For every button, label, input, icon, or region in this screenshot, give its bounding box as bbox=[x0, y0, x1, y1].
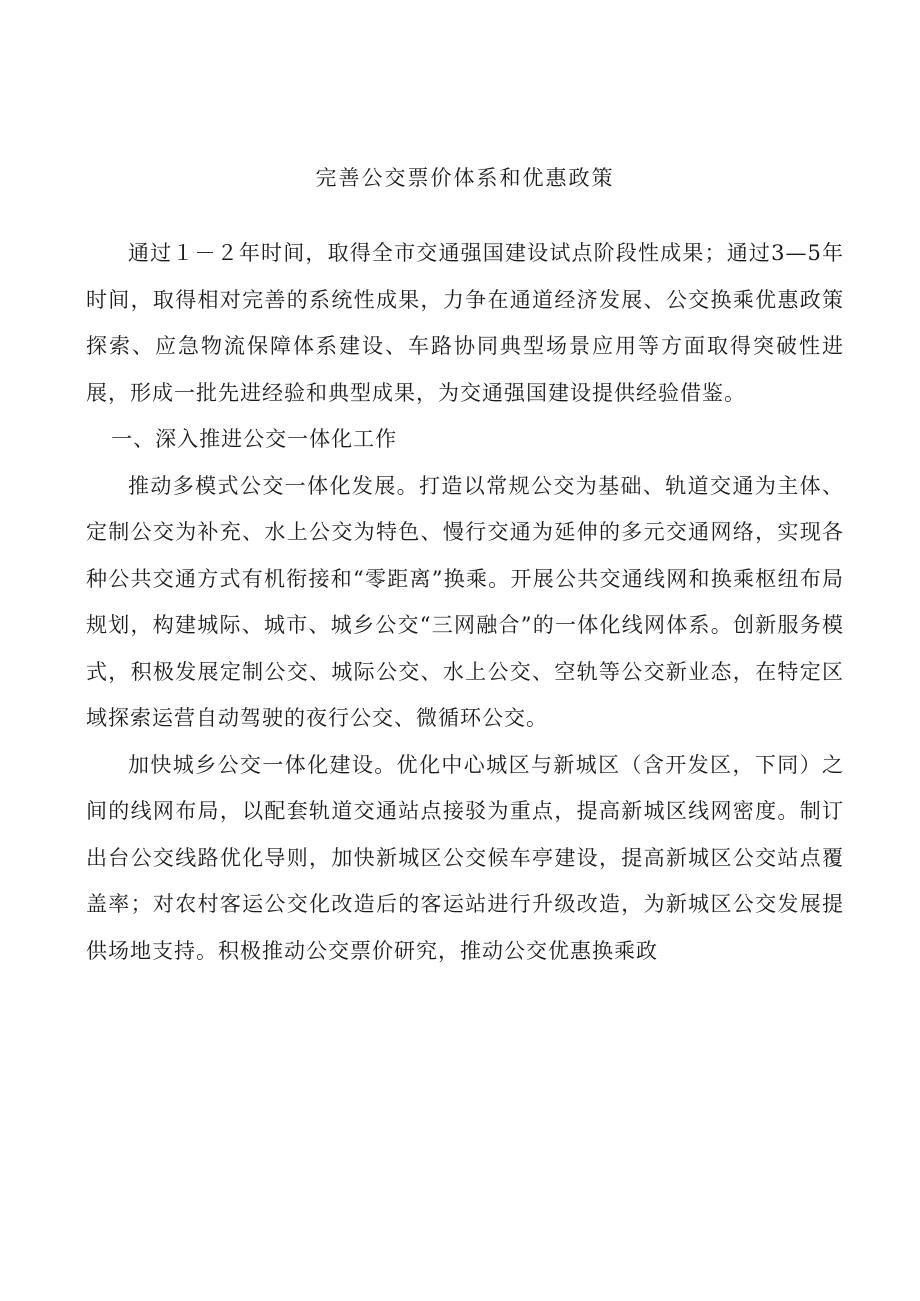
intro-paragraph: 通过１－２年时间，取得全市交通强国建设试点阶段性成果；通过3—5年时间，取得相对完善的系统性成果，力争在通道经济发展、公交换乘优惠政策探索、应急物流保障体系建设、车路协同典型场景应用等方面取得突破性进展，形成一批先进经验和典型成果，为交通强国建设提供经验借鉴。 bbox=[86, 241, 844, 405]
body-paragraph-1: 推动多模式公交一体化发展。打造以常规公交为基础、轨道交通为主体、定制公交为补充、水上公交为特色、慢行交通为延伸的多元交通网络，实现各种公共交通方式有机衔接和“零距离”换乘。开展公共交通线网和换乘枢纽布局规划，构建城际、城市、城乡公交“三网融合”的一体化线网体系。创新服务模式，积极发展定制公交、城际公交、水上公交、空轨等公交新业态，在特定区域探索运营自动驾驶的夜行公交、微循环公交。 bbox=[86, 473, 844, 730]
section-heading: 一、深入推进公交一体化工作 bbox=[111, 427, 398, 451]
body-paragraph-2: 加快城乡公交一体化建设。优化中心城区与新城区（含开发区，下同）之间的线网布局，以配套轨道交通站点接驳为重点，提高新城区线网密度。制订出台公交线路优化导则，加快新城区公交候车亭建设，提高新城区公交站点覆盖率；对农村客运公交化改造后的客运站进行升级改造，为新城区公交发展提供场地支持。积极推动公交票价研究，推动公交优惠换乘政 bbox=[86, 752, 844, 963]
document-title: 完善公交票价体系和优惠政策 bbox=[315, 166, 615, 190]
